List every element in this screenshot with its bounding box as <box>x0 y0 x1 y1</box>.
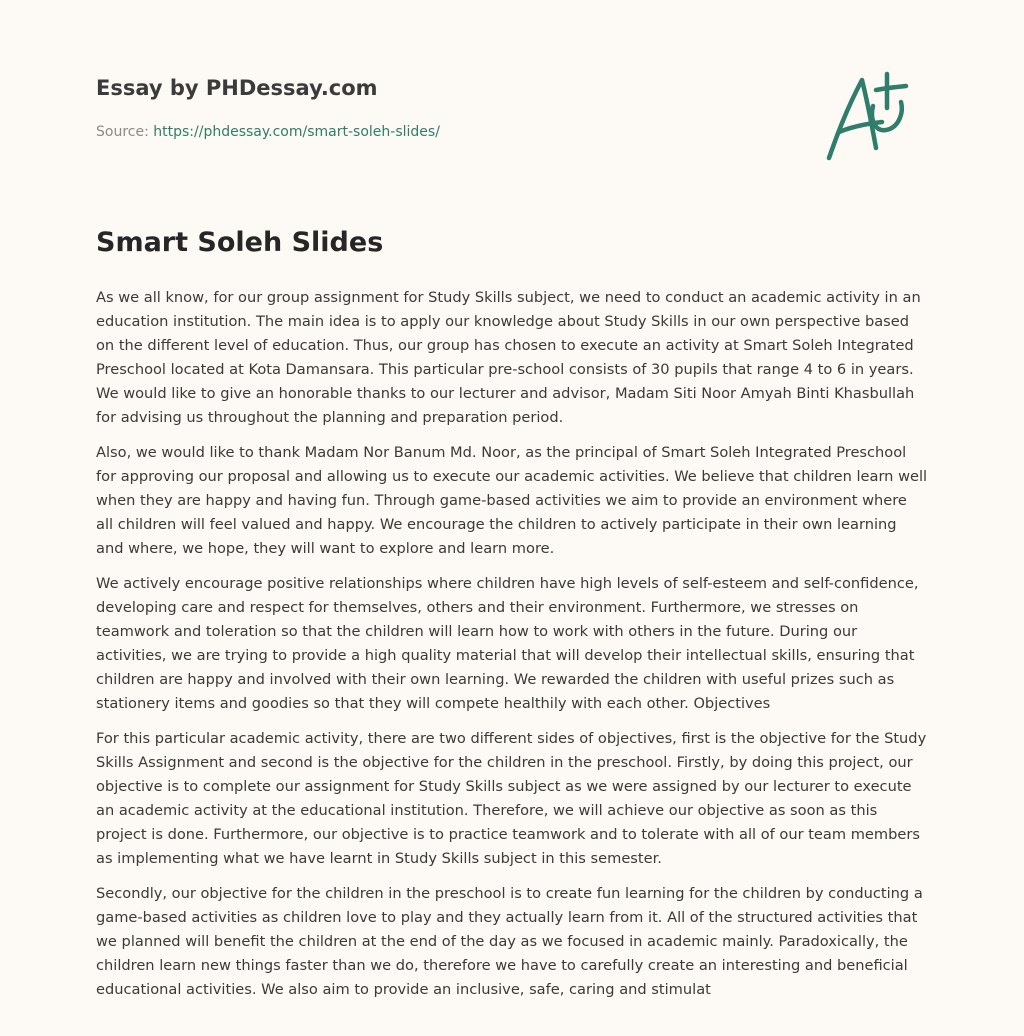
source-line <box>96 124 440 140</box>
a-plus-logo-icon <box>824 68 924 164</box>
document-title: Smart Soleh Slides <box>96 227 384 258</box>
source-link[interactable]: https://phdessay.com/smart-soleh-slides/ <box>153 124 440 140</box>
paragraph: As we all know, for our group assignment for Study Skills subject, we need to conduct an academic activity in an education institution. The main idea is to apply our knowledge about Study Skills in our own perspective based on the different level of education. Thus, our group has chosen to execute an activity at Smart Soleh Integrated Preschool located at Kota Damansara. This particular pre-school consists of 30 pupils that range 4 to 6 in years. We would like to give an honorable thanks to our lecturer and advisor, Madam Siti Noor Amyah Binti Khasbullah for advising us throughout the planning and preparation period. <box>96 289 921 426</box>
paragraph: Secondly, our objective for the children in the preschool is to create fun learning for the children by conducting a game-based activities as children love to play and they actually learn from it. All of the structured activities that we planned will benefit the children at the end of the day as we focused in academic mainly. Paradoxically, the children learn new things faster than we do, therefore we have to carefully create an interesting and beneficial educational activities. We also aim to provide an inclusive, safe, caring and stimulat <box>96 885 923 998</box>
source-label: Source: <box>96 124 154 140</box>
paragraph: We actively encourage positive relationships where children have high levels of self-esteem and self-confidence, developing care and respect for themselves, others and their environment. Furthermore, we stresses on teamwork and toleration so that the children will learn how to work with others in the future. During our activities, we are trying to provide a high quality material that will develop their intellectual skills, ensuring that children are happy and involved with their own learning. We rewarded the children with useful prizes such as stationery items and goodies so that they will compete healthily with each other. Objectives <box>96 575 919 712</box>
paragraph: Also, we would like to thank Madam Nor Banum Md. Noor, as the principal of Smart Soleh Integrated Preschool for approving our proposal and allowing us to execute our academic activities. We believe that children learn well when they are happy and having fun. Through game-based activities we aim to provide an environment where all children will feel valued and happy. We encourage the children to actively participate in their own learning and where, we hope, they will want to explore and learn more. <box>96 444 928 557</box>
paragraph: For this particular academic activity, there are two different sides of objectives, first is the objective for the Study Skills Assignment and second is the objective for the children in the preschool. Firstly, by doing this project, our objective is to complete our assignment for Study Skills subject as we were assigned by our lecturer to execute an academic activity at the educational institution. Therefore, we will achieve our objective as soon as this project is done. Furthermore, our objective is to practice teamwork and to tolerate with all of our team members as implementing what we have learnt in Study Skills subject in this semester. <box>96 730 927 867</box>
site-brand-title: Essay by PHDessay.com <box>96 76 378 100</box>
document-body <box>96 286 928 1013</box>
